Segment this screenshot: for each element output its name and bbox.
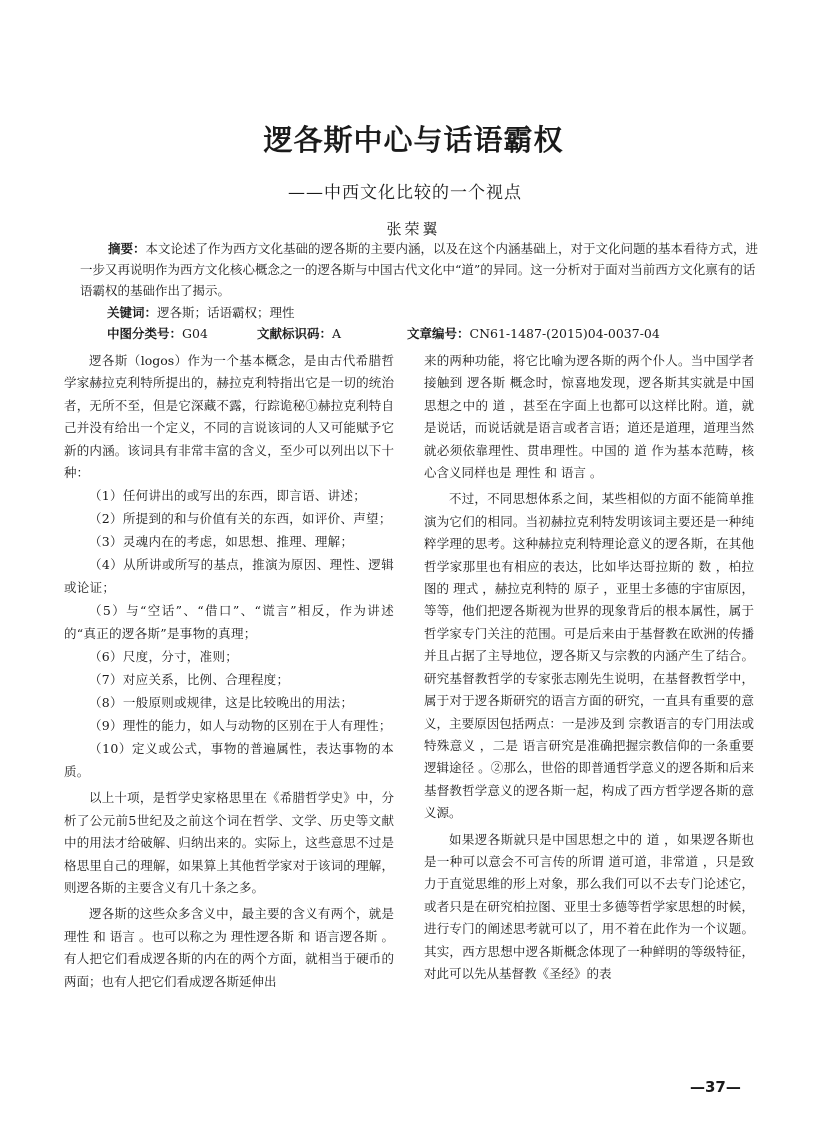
body-paragraph: 以上十项，是哲学史家格思里在《希腊哲学史》中，分析了公元前5世纪及之前这个词在哲学、文学、历史等文献中的用法才给破解、归纳出来的。实际上，这些意思不过是格思里自己的理解，如果算上其他哲学家对于该词的理解，则逻各斯的主要含义有几十条之多。 — [64, 790, 394, 896]
body-paragraph: 逻各斯（logos）作为一个基本概念，是由古代希腊哲学家赫拉克利特所提出的，赫拉克利特指出它是一切的统治者，无所不至，但是它深藏不露，行踪诡秘①赫拉克利特自己并没有给出一个定义，不同的言说该词的人又可能赋予它新的内涵。该词具有非常丰富的含义，至少可以列出以下十种： — [64, 353, 394, 481]
list-item: （9）理性的能力，如人与动物的区别在于人有理性； — [89, 718, 392, 734]
article-label: 文章编号： — [407, 326, 470, 341]
body-paragraph: 如果逻各斯就只是中国思想之中的 道 ，如果逻各斯也是一种可以意会不可言传的所谓 道可道，非常道 ，只是致力于直觉思维的形上对象，那么我们可以不去专门论述它，或者只是在研究柏拉图、亚里士多德等哲学家思想的时候，进行专门的阐述思考就可以了，用不着在此作为一个议题。其实，西方思想中逻各斯概念体现了一种鲜明的等级特征，对此可以先从基督教《圣经》的表 — [424, 831, 754, 981]
abstract — [80, 238, 760, 301]
list-item: （8）一般原则或规律，这是比较晚出的用法； — [89, 695, 354, 711]
classification-line — [107, 324, 767, 344]
right-column — [424, 350, 754, 985]
author-name: 张荣翼 — [386, 220, 441, 238]
body-paragraph: 来的两种功能，将它比喻为逻各斯的两个仆人。当中国学者接触到 逻各斯 概念时，惊喜地发现，逻各斯其实就是中国思想之中的 道 ，甚至在字面上也都可以这样比附。道，就是说话，而说话就是语言或者言语；道还是道理，道理当然就必须依靠理性、贯串理性。中国的 道 作为基本范畴，核心含义同样也是 理性 和 语言 。 — [424, 353, 754, 481]
article-title: 逻各斯中心与话语霸权 — [263, 123, 564, 157]
keywords — [107, 303, 295, 323]
list-item: （4）从所讲或所写的基点，推演为原因、理性、逻辑或论证； — [64, 557, 394, 596]
list-item: （5）与“空话”、“借口”、“谎言”相反，作为讲述的“真正的逻各斯”是事物的真理； — [64, 603, 394, 642]
doc-label: 文献标识码： — [257, 326, 333, 341]
keywords-text: 逻各斯；话语霸权；理性 — [157, 305, 295, 320]
list-item: （1）任何讲出的或写出的东西，即言语、讲述； — [89, 488, 367, 504]
clc-label: 中图分类号： — [107, 326, 183, 341]
keywords-label: 关键词： — [107, 305, 158, 320]
article-number — [407, 324, 660, 344]
list-item: （7）对应关系，比例、合理程度； — [89, 672, 290, 688]
clc-number — [107, 324, 257, 344]
article-subtitle: ——中西文化比较的一个视点 — [288, 183, 522, 203]
list-item: （3）灵魂内在的考虑，如思想、推理、理解； — [89, 534, 354, 550]
body-paragraph: 不过，不同思想体系之间，某些相似的方面不能简单推演为它们的相同。当初赫拉克利特发明该词主要还是一种纯粹学理的思考。这种赫拉克利特理论意义的逻各斯，在其他哲学家那里也有相应的表达，比如毕达哥拉斯的 数 ，柏拉图的 理式 ，赫拉克利特的 原子 ，亚里士多德的宇宙原因，等等，他们把逻各斯视为世界的现象背后的根本属性，属于哲学家专门关注的范围。可是后来由于基督教在欧洲的传播并且占据了主导地位，逻各斯又与宗教的内涵产生了结合。研究基督教哲学的专家张志刚先生说明，在基督教哲学中，属于对于逻各斯研究的语言方面的研究，一直具有重要的意义，主要原因包括两点：一是涉及到 宗教语言的专门用法或特殊意义 ，二是 语言研究是准确把握宗教信仰的一条重要逻辑途径 。②那么，世俗的即普通哲学意义的逻各斯和后来基督教哲学意义的逻各斯一起，构成了西方哲学逻各斯的意义源。 — [424, 491, 754, 821]
body-paragraph: 逻各斯的这些众多含义中，最主要的含义有两个，就是 理性 和 语言 。也可以称之为 理性逻各斯 和 语言逻各斯 。有人把它们看成逻各斯的内在的两个方面，就相当于硬币的两面；也有人把它们看成逻各斯延伸出 — [64, 906, 394, 989]
abstract-label: 摘要： — [108, 241, 146, 256]
abstract-text: 本文论述了作为西方文化基础的逻各斯的主要内涵，以及在这个内涵基础上，对于文化问题的基本看待方式，进一步又再说明作为西方文化核心概念之一的逻各斯与中国古代文化中“道”的异同。这一分析对于面对当前西方文化禀有的话语霸权的基础作出了揭示。 — [80, 241, 759, 298]
page-number: —37— — [690, 1078, 741, 1096]
doc-value: A — [332, 326, 342, 341]
list-item: （6）尺度，分寸，准则； — [89, 649, 239, 665]
left-column — [64, 350, 394, 993]
article-value: CN61-1487-(2015)04-0037-04 — [469, 326, 660, 341]
list-item: （10）定义或公式，事物的普遍属性，表达事物的本质。 — [64, 741, 394, 780]
clc-value: G04 — [182, 326, 208, 341]
document-code — [257, 324, 407, 344]
list-item: （2）所提到的和与价值有关的东西，如评价、声望； — [89, 511, 392, 527]
